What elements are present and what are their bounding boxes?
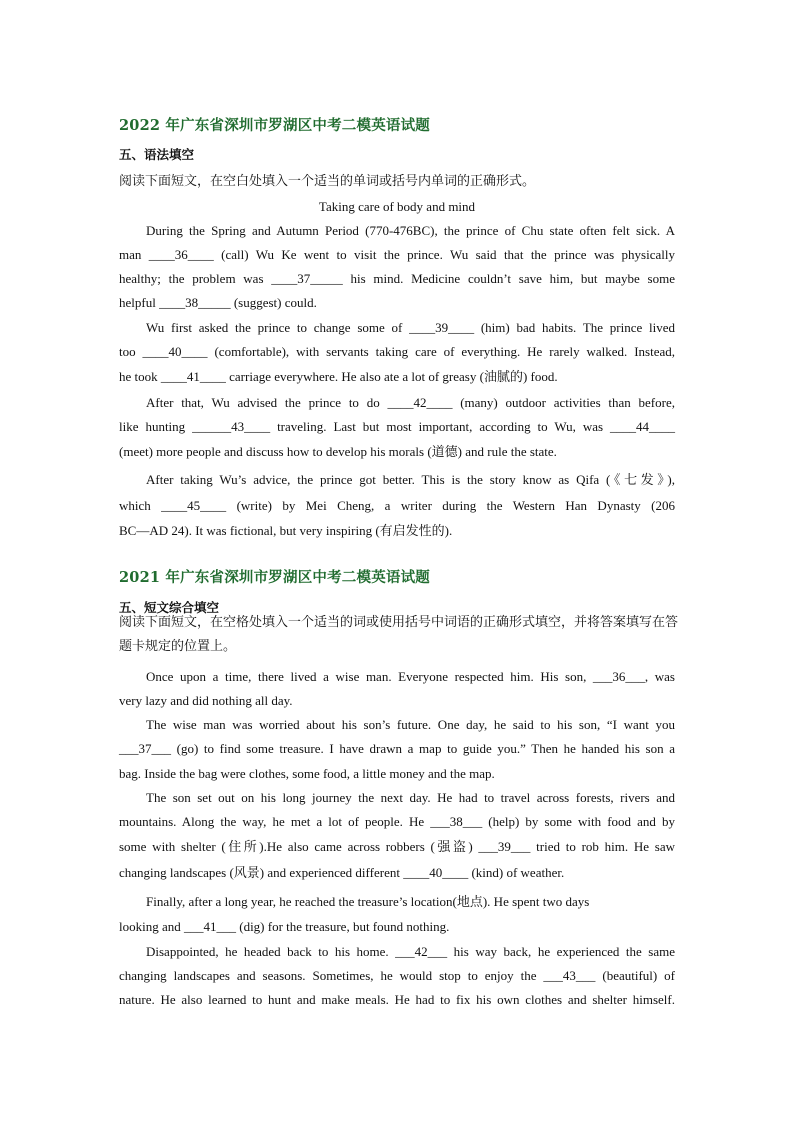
exam-title-2021: 2021 年广东省深圳市罗湖区中考二模英语试题 <box>119 569 431 586</box>
passage-line: Finally, after a long year, he reached the treasure’s location(地点). He spent two days <box>146 894 590 909</box>
passage-line: changing landscapes (风景) and experienced different ____40____ (kind) of weather. <box>119 865 565 880</box>
section-heading-grammar: 五、语法填空 <box>119 147 195 162</box>
passage-line: man ____36____ (call) Wu Ke went to visit the prince. Wu said that the prince was physically <box>119 247 675 262</box>
passage-line: ___37___ (go) to find some treasure. I have drawn a map to guide you.” Then he handed his son a <box>119 741 675 756</box>
passage-line: mountains. Along the way, he met a lot of people. He ___38___ (help) by some with food and by <box>119 814 675 829</box>
passage-line: Once upon a time, there lived a wise man. Everyone respected him. His son, ___36___, was <box>146 669 675 684</box>
passage-line: nature. He also learned to hunt and make meals. He had to fix his own clothes and shelter himself. <box>119 992 675 1007</box>
section-heading-cloze: 五、短文综合填空 <box>119 600 220 615</box>
passage-line: Wu first asked the prince to change some of ____39____ (him) bad habits. The prince lived <box>146 320 675 335</box>
passage-line: helpful ____38_____ (suggest) could. <box>119 295 317 310</box>
passage-line: which ____45____ (write) by Mei Cheng, a writer during the Western Han Dynasty (206 <box>119 498 675 513</box>
passage-line: The son set out on his long journey the next day. He had to travel across forests, rivers and <box>146 790 675 805</box>
passage-line: bag. Inside the bag were clothes, some food, a little money and the map. <box>119 766 495 781</box>
instruction-text: 阅读下面短文，在空白处填入一个适当的单词或括号内单词的正确形式。 <box>119 174 536 189</box>
passage-line: too ____40____ (comfortable), with servants taking care of everything. He rarely walked. Instead, <box>119 344 675 359</box>
passage-line: Disappointed, he headed back to his home. ___42___ his way back, he experienced the same <box>146 944 675 959</box>
passage-line: like hunting ______43____ traveling. Last but most important, according to Wu, was ____44____ <box>119 419 675 434</box>
instruction-text: 阅读下面短文，在空格处填入一个适当的词或使用括号中词语的正确形式填空，并将答案填写在答题卡规定的位置上。 <box>119 615 679 654</box>
passage-title: Taking care of body and mind <box>318 199 476 214</box>
passage-line: The wise man was worried about his son’s future. One day, he said to his son, “I want you <box>146 717 675 732</box>
passage-line: some with shelter (住所).He also came across robbers (强盗) ___39___ tried to rob him. He saw <box>119 839 675 854</box>
passage-line: During the Spring and Autumn Period (770-476BC), the prince of Chu state often felt sick. A <box>146 223 675 238</box>
passage-line: After taking Wu’s advice, the prince got better. This is the story know as Qifa (《七发》), <box>146 472 675 487</box>
passage-line: changing landscapes and seasons. Sometimes, he would stop to enjoy the ___43___ (beautiful) of <box>119 968 675 983</box>
passage-line: After that, Wu advised the prince to do ____42____ (many) outdoor activities than before, <box>146 395 675 410</box>
passage-line: he took ____41____ carriage everywhere. He also ate a lot of greasy (油腻的) food. <box>119 369 558 384</box>
exam-title-2022: 2022 年广东省深圳市罗湖区中考二模英语试题 <box>119 117 431 134</box>
passage-line: BC—AD 24). It was fictional, but very inspiring (有启发性的). <box>119 523 453 538</box>
passage-line: (meet) more people and discuss how to develop his morals (道德) and rule the state. <box>119 444 557 459</box>
passage-line: healthy; the problem was ____37_____ his mind. Medicine couldn’t save him, but maybe some <box>119 271 675 286</box>
passage-line: looking and ___41___ (dig) for the treasure, but found nothing. <box>119 919 450 934</box>
passage-line: very lazy and did nothing all day. <box>119 693 293 708</box>
